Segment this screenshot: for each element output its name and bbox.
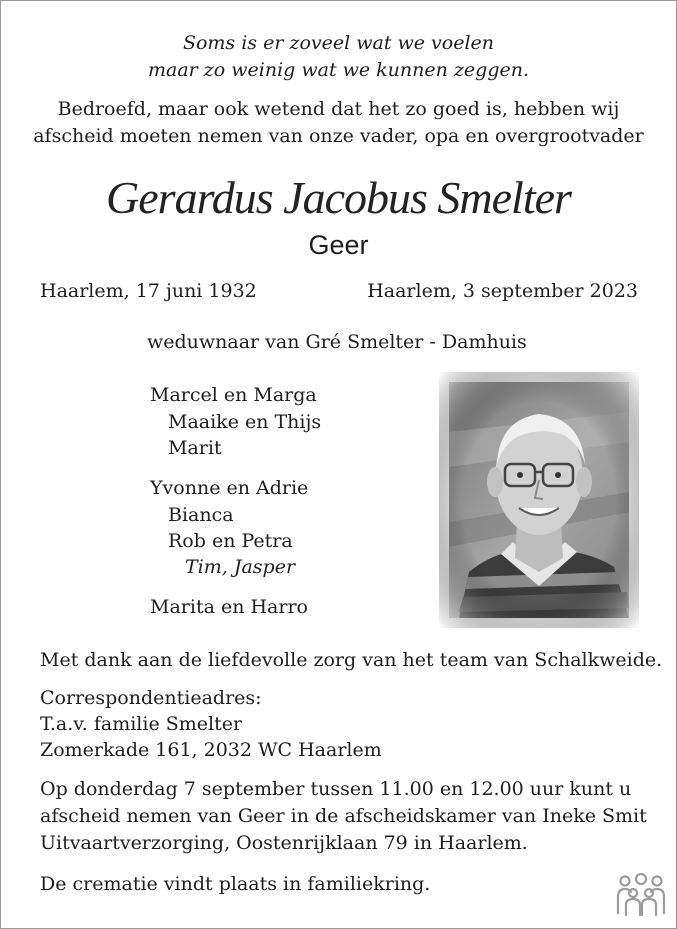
family-member: Marcel en Marga [150,384,317,406]
poem-line-2: maar zo weinig wat we kunnen zeggen. [147,59,530,81]
correspondence-attn: T.a.v. familie Smelter [40,713,243,735]
deceased-nickname: Geer [308,230,369,260]
farewell-line-3: Uitvaartverzorging, Oostenrijklaan 79 in Haarlem. [40,832,528,854]
farewell-line-1: Op donderdag 7 september tussen 11.00 en 12.00 uur kunt u [40,778,632,800]
cremation-line: De crematie vindt plaats in familiekring. [40,873,431,895]
people-group-icon [615,873,667,917]
portrait-image [439,372,639,628]
thanks-line: Met dank aan de liefdevolle zorg van het team van Schalkweide. [40,649,663,671]
death-date: Haarlem, 3 september 2023 [367,280,638,302]
family-member: Rob en Petra [168,530,293,552]
widower-line: weduwnaar van Gré Smelter - Damhuis [147,331,527,353]
poem-line-1: Soms is er zoveel wat we voelen [182,32,495,54]
family-member: Marit [168,437,222,459]
farewell-line-2: afscheid nemen van Geer in de afscheidskamer van Ineke Smit [40,805,647,827]
family-member-grandchildren: Tim, Jasper [185,556,296,578]
family-member: Yvonne en Adrie [150,477,309,499]
correspondence-label: Correspondentieadres: [40,687,262,709]
family-member: Marita en Harro [150,596,308,618]
portrait-photo [439,372,639,628]
intro-line-1: Bedroefd, maar ook wetend dat het zo goed is, hebben wij [57,98,620,120]
birth-date: Haarlem, 17 juni 1932 [40,280,257,302]
deceased-name: Gerardus Jacobus Smelter [106,172,571,223]
family-member: Bianca [168,504,234,526]
intro-line-2: afscheid moeten nemen van onze vader, opa en overgrootvader [33,125,644,147]
family-member: Maaike en Thijs [168,411,322,433]
correspondence-address: Zomerkade 161, 2032 WC Haarlem [40,739,382,761]
